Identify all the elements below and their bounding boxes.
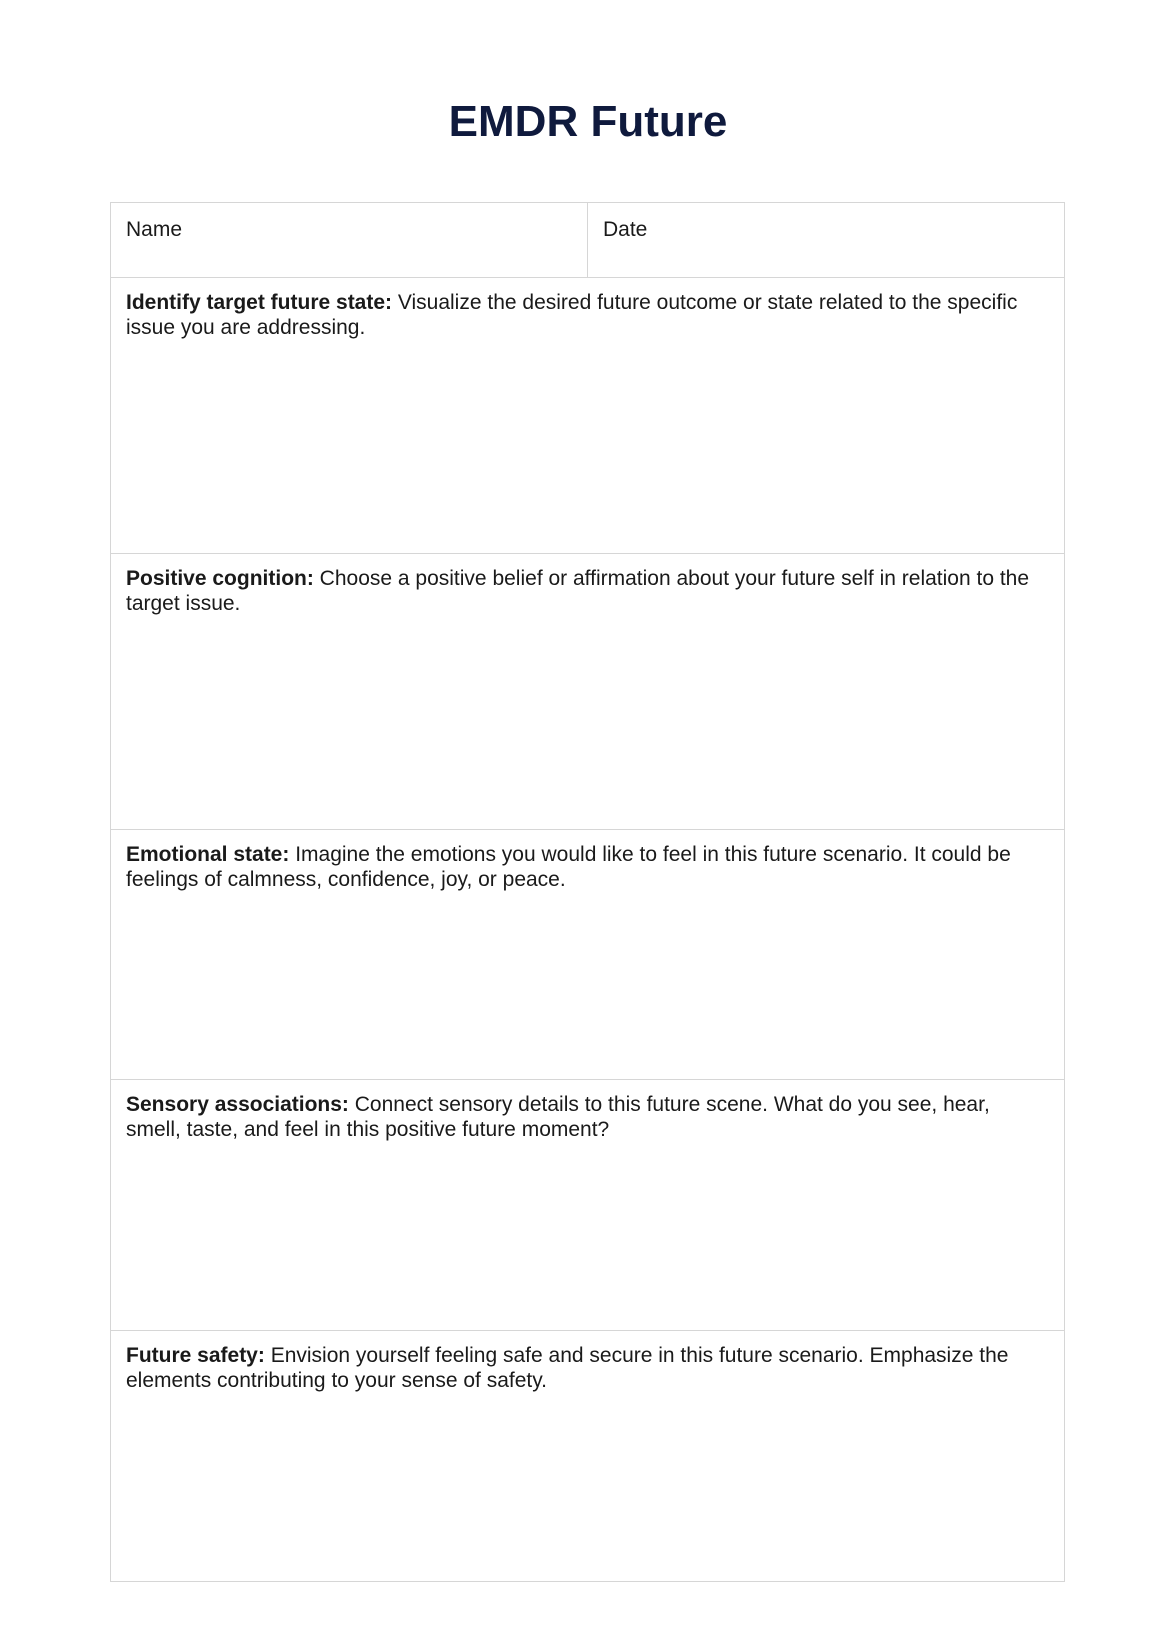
section-prompt: Connect sensory details to this future scene. What do you see, hear, smell, taste, and feel in this positive future moment? [126,1093,990,1141]
date-label: Date [603,218,648,241]
section-label: Identify target future state: [126,291,393,314]
section-positive-cognition[interactable] [111,554,1064,830]
section-label: Future safety: [126,1344,265,1367]
section-prompt: Visualize the desired future outcome or state related to the specific issue you are addressing. [126,291,1018,339]
section-label: Sensory associations: [126,1093,349,1116]
date-field[interactable] [588,203,1064,277]
section-identify-target-future-state[interactable] [111,278,1064,554]
section-emotional-state[interactable] [111,830,1064,1080]
name-field[interactable] [111,203,588,277]
section-prompt: Envision yourself feeling safe and secure in this future scenario. Emphasize the elements contributing to your sense of safety. [126,1344,1009,1392]
name-label: Name [126,218,183,241]
section-label: Positive cognition: [126,567,314,590]
section-sensory-associations[interactable] [111,1080,1064,1331]
section-prompt: Imagine the emotions you would like to feel in this future scenario. It could be feelings of calmness, confidence, joy, or peace. [126,843,1011,891]
worksheet-table [110,202,1065,1582]
name-date-row [111,203,1064,278]
section-future-safety[interactable] [111,1331,1064,1581]
section-label: Emotional state: [126,843,290,866]
section-prompt: Choose a positive belief or affirmation about your future self in relation to the target issue. [126,567,1030,615]
page-title: EMDR Future [448,97,728,146]
